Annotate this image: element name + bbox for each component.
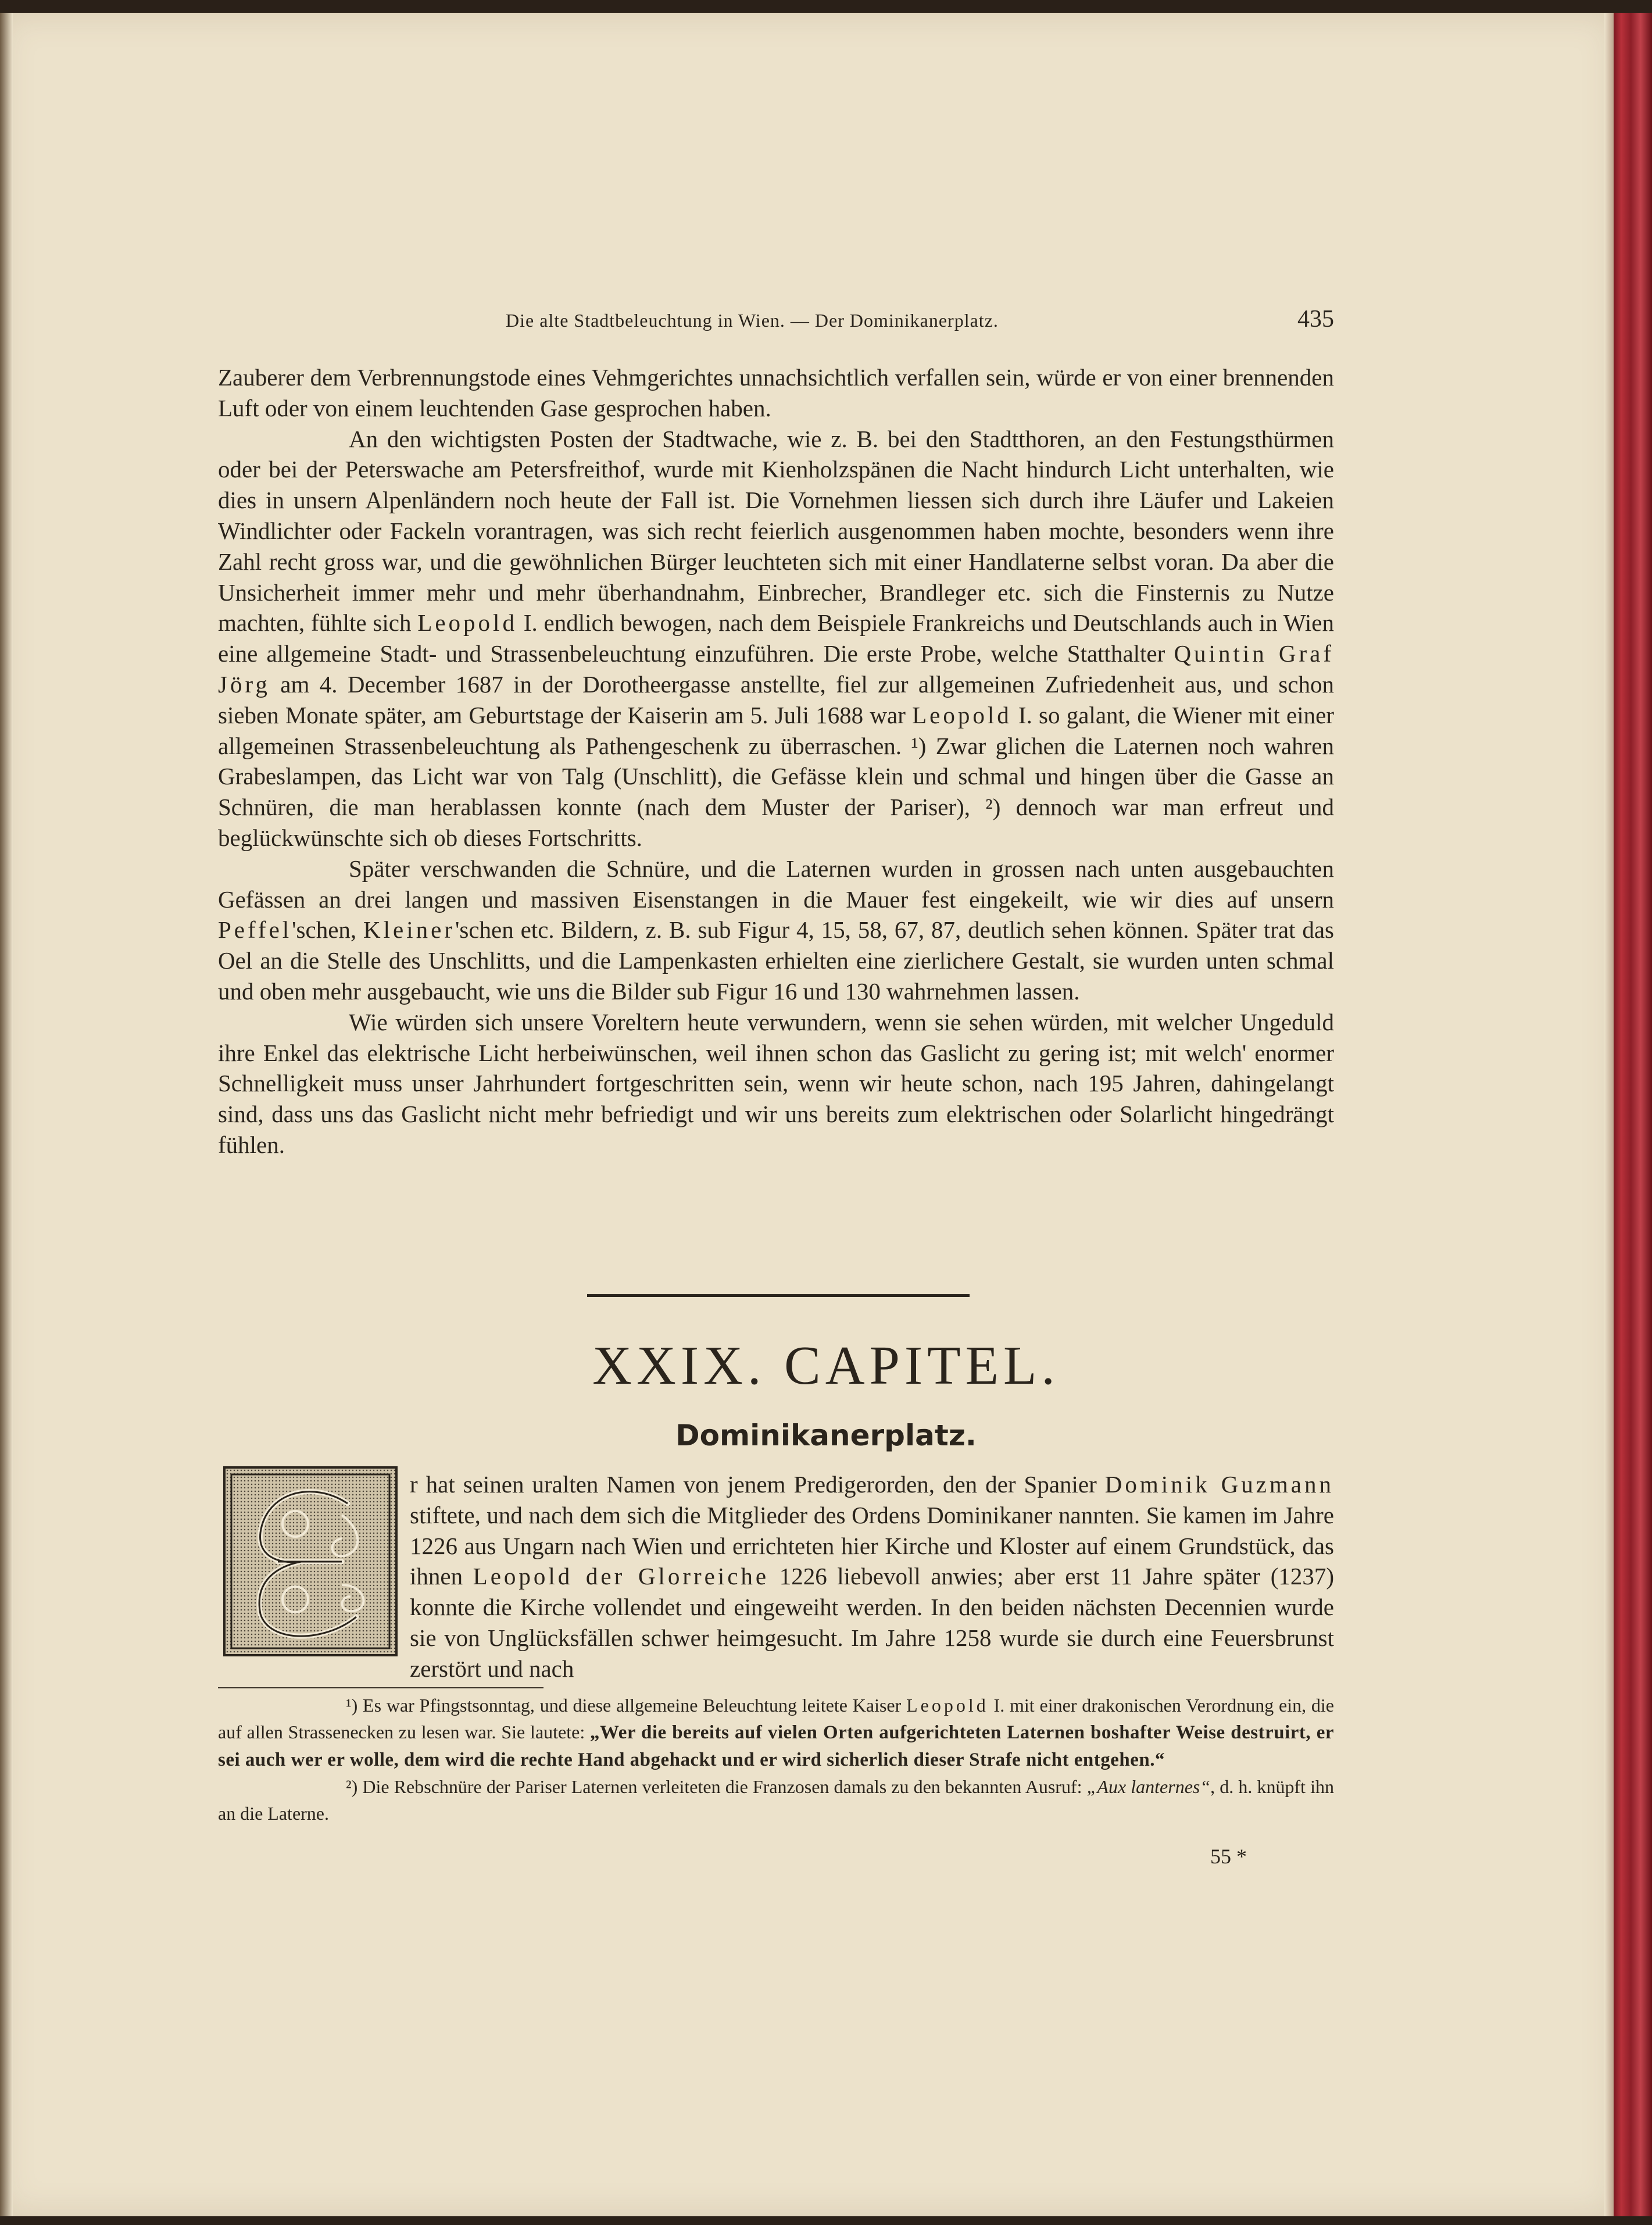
body-paragraph bbox=[218, 1007, 1334, 1160]
footnotes bbox=[218, 1692, 1334, 1827]
text-run: 1226 liebevoll anwies; aber erst 11 Jahre später (1237) konnte die Kirche vollendet und eingeweiht werden. In den beiden nächsten Decennien wurde sie von Unglücksfällen schwer heimgesucht. Im Jahre 1258 wurde sie durch eine Feuersbrunst zerstört und nach bbox=[410, 1563, 1334, 1682]
body-paragraph bbox=[218, 853, 1334, 1007]
text-run: 'schen, bbox=[292, 916, 364, 944]
decorated-initial-art bbox=[226, 1469, 395, 1654]
footnote-2-quote: „Aux lanternes“ bbox=[1086, 1776, 1211, 1797]
spaced-name: Kleiner bbox=[363, 916, 455, 944]
text-run: 'schen etc. Bildern, z. B. sub Figur 4, 15, 58, 67, 87, deutlich sehen können. Später trat das Oel an die Stelle des Unschlitts, und die Lampenkasten erhielten eine zierlichere Gestalt, sie wurden unten schmal und oben mehr ausgebaucht, wie uns die Bilder sub Figur 16 und 130 wahrnehmen lassen. bbox=[218, 916, 1334, 1005]
spaced-name: Leopold der Glorreiche bbox=[473, 1563, 770, 1590]
footnote-2-text-cont: , d. h. knüpft ihn an die Laterne. bbox=[218, 1776, 1335, 1824]
footnote-rule bbox=[218, 1687, 543, 1688]
body-paragraph bbox=[218, 424, 1334, 853]
red-binding-edge bbox=[1614, 13, 1652, 2216]
decorated-initial bbox=[223, 1466, 398, 1656]
text-run: stiftete, und nach dem sich die Mitglieder des Ordens Dominikaner nannten. Sie kamen im Jahre 1226 aus Ungarn nach Wien und errichteten hier Kirche und Kloster auf einem Grundstück, das ihnen bbox=[410, 1501, 1334, 1590]
spaced-name: Peffel bbox=[218, 916, 292, 944]
section-title: Dominikanerplatz. bbox=[675, 1419, 977, 1452]
text-run: r hat seinen uralten Namen von jenem Predigerorden, den der Spanier bbox=[410, 1471, 1105, 1498]
text-run: I. endlich bewogen, nach dem Beispiele Frankreichs und Deutschlands auch in Wien eine allgemeine Stadt- und Strassenbeleuchtung einzuführen. Die erste Probe, welche Statthalter bbox=[218, 609, 1334, 667]
page-gutter-shadow bbox=[0, 13, 13, 2216]
footnote-2 bbox=[218, 1773, 1334, 1827]
text-run: Später verschwanden die Schnüre, und die Laternen wurden in grossen nach unten ausgebauchten Gefässen an drei langen und massiven Eisenstangen in die Mauer fest eingekeilt, wie wir dies auf unsern bbox=[218, 855, 1334, 913]
text-run: Zauberer dem Verbrennungstode eines Vehmgerichtes unnachsichtlich verfallen sein, würde er von einer brennenden Luft oder von einem leuchtenden Gase gesprochen haben. bbox=[218, 364, 1334, 422]
footnote-1-quote: „Wer die bereits auf vielen Orten aufgerichteten Laternen boshafter Weise destruirt, er sei auch wer er wolle, dem wird die rechte Hand abgehackt und er wird sicherlich dieser Strafe nicht entgehen.“ bbox=[218, 1722, 1334, 1770]
chapter-title: XXIX. CAPITEL. bbox=[592, 1335, 1060, 1396]
running-head: Die alte Stadtbeleuchtung in Wien. — Der Dominikanerplatz. bbox=[506, 310, 999, 331]
text-run: An den wichtigsten Posten der Stadtwache, wie z. B. bei den Stadtthoren, an den Festungsthürmen oder bei der Peterswache am Petersfreithof, wurde mit Kienholzspänen die Nacht hindurch Licht unterhalten, wie dies in unsern Alpenländern noch heute der Fall ist. Die Vornehmen liessen sich durch ihre Läufer und Lakeien Windlichter oder Fackeln vorantragen, was sich recht feierlich ausgenommen haben mochte, besonders wenn ihre Zahl recht gross war, und die gewöhnlichen Bürger leuchteten sich mit einer Handlaterne selbst voran. Da aber die Unsicherheit immer mehr und mehr überhandnahm, Einbrecher, Brandleger etc. sich die Finsternis zu Nutze machten, fühlte sich bbox=[218, 425, 1334, 637]
text-run: Wie würden sich unsere Voreltern heute verwundern, wenn sie sehen würden, mit welcher Ungeduld ihre Enkel das elektrische Licht herbeiwünschen, weil ihnen schon das Gaslicht zu gering ist; mit welch' enormer Schnelligkeit muss unser Jahrhundert fortgeschritten sein, wenn wir heute schon, nach 195 Jahren, dahingelangt sind, dass uns das Gaslicht nicht mehr befriedigt und wir uns bereits zum elektrischen oder Solarlicht hingedrängt fühlen. bbox=[218, 1008, 1334, 1158]
section-divider-rule bbox=[587, 1294, 970, 1297]
body-text bbox=[218, 362, 1334, 1160]
spaced-name: Leopold bbox=[417, 609, 517, 637]
page-header bbox=[215, 305, 1334, 340]
footnote-1 bbox=[218, 1692, 1334, 1773]
page-number: 435 bbox=[1297, 306, 1334, 333]
footnote-2-text: ²) Die Rebschnüre der Pariser Laternen verleiteten die Franzosen damals zu den bekannten Ausruf: bbox=[346, 1776, 1087, 1797]
signature-mark: 55 * bbox=[1210, 1845, 1247, 1868]
text-run: am 4. December 1687 in der Dorotheergasse anstellte, fiel zur allgemeinen Zufriedenheit aus, und schon sieben Monate später, am Geburtstage der Kaiserin am 5. Juli 1688 war bbox=[218, 670, 1334, 728]
spaced-name: Quintin Graf Jörg bbox=[218, 640, 1334, 698]
footnote-1-name: Leopold bbox=[906, 1695, 989, 1716]
text-run: I. so galant, die Wiener mit einer allgemeinen Strassenbeleuchtung als Pathengeschenk zu überraschen. ¹) Zwar glichen die Laternen noch wahren Grabeslampen, das Licht war von Talg (Unschlitt), die Gefässe klein und schmal und hingen über die Gasse an Schnüren, die man herablassen konnte (nach dem Muster der Pariser), ²) dennoch war man erfreut und beglückwünschte sich ob dieses Fortschritts. bbox=[218, 701, 1334, 851]
spaced-name: Leopold bbox=[912, 701, 1012, 728]
footnote-1-text: ¹) Es war Pfingstsonntag, und diese allgemeine Beleuchtung leitete Kaiser bbox=[346, 1695, 907, 1716]
footnote-1-text-cont: I. mit einer drakonischen Verordnung ein, die auf allen Strassenecken zu lesen war. Sie lautete: bbox=[218, 1695, 1335, 1742]
body-paragraph bbox=[218, 362, 1334, 424]
spaced-name: Dominik Guzmann bbox=[1104, 1471, 1334, 1498]
